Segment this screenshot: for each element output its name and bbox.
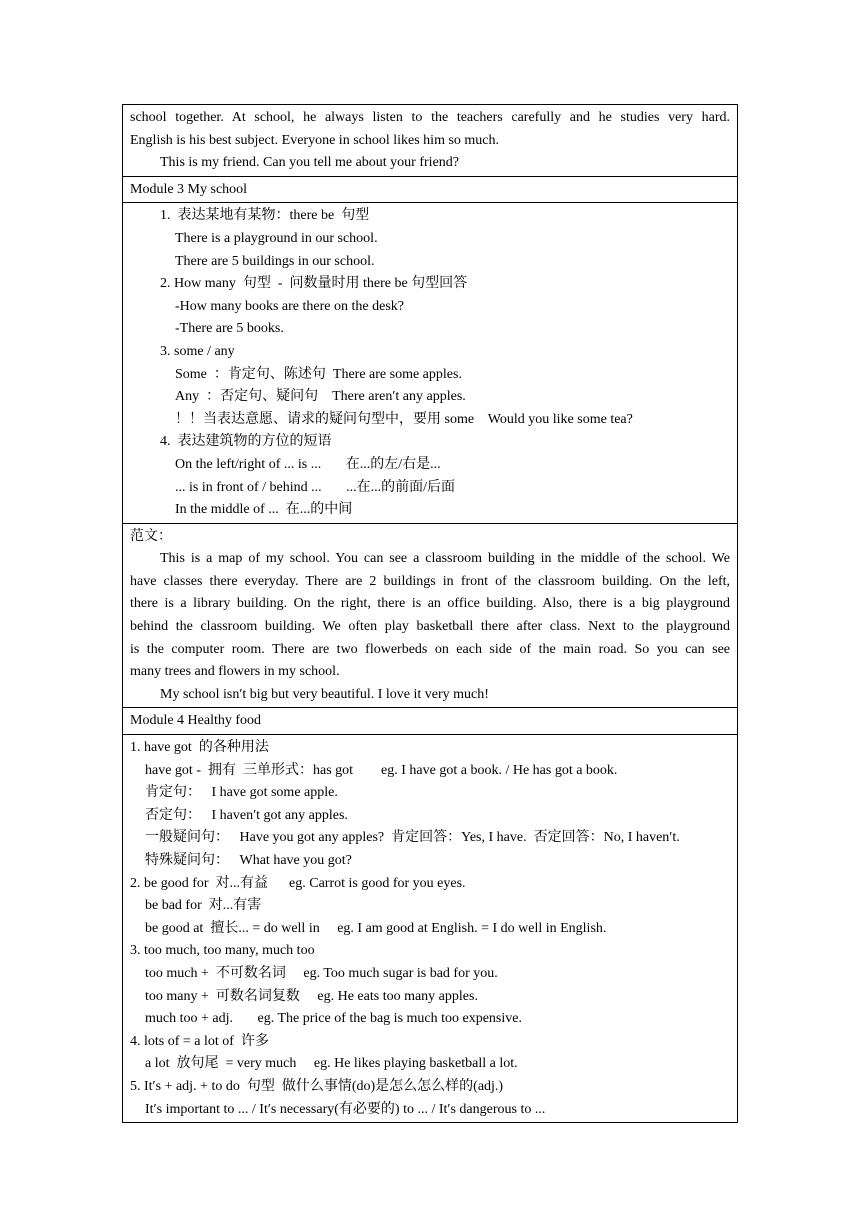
text-line: have classes there everyday. There are 2 buildings in front of the classroom building. On the left,	[130, 573, 730, 589]
text-line: 3. too much, too many, much too	[130, 943, 315, 959]
text-line: English is his best subject. Everyone in school likes him so much.	[130, 132, 500, 148]
text-line: In the middle of ... 在...的中间	[175, 502, 353, 518]
text-line: be bad for 对...有害	[145, 898, 262, 914]
module-heading-cell	[123, 708, 738, 735]
content-row	[123, 203, 738, 523]
module-heading-row	[123, 176, 738, 203]
text-line: ！！当表达意愿、请求的疑问句型中，要用 some Would you like some tea?	[175, 411, 633, 427]
text-line: There is a playground in our school.	[175, 230, 378, 246]
text-line: 特殊疑问句： What have you got?	[145, 853, 352, 868]
text-line: too much + 不可数名词 eg. Too much sugar is bad for you.	[145, 965, 498, 981]
text-line: 4. 表达建筑物的方位的短语	[160, 434, 332, 450]
text-line: many trees and flowers in my school.	[130, 664, 340, 680]
text-line: 1. have got 的各种用法	[130, 740, 269, 756]
text-line: is the computer room. There are two flowerbeds on each side of the main road. So you can see	[130, 641, 730, 657]
module-heading-cell	[123, 176, 738, 203]
text-line: -There are 5 books.	[175, 321, 284, 337]
text-line: school together. At school, he always listen to the teachers carefully and he studies very hard.	[130, 110, 730, 125]
text-line: 一般疑问句： Have you got any apples? 肯定回答：Yes, I have. 否定回答：No, I haven′t.	[145, 830, 680, 846]
text-line: Any ：否定句、疑问句 There aren′t any apples.	[175, 389, 466, 405]
text-line: 1. 表达某地有某物：there be 句型	[160, 208, 370, 224]
text-line: My school isn′t big but very beautiful. I love it very much!	[160, 686, 489, 702]
text-line: 5. It′s + adj. + to do 句型 做什么事情(do)是怎么怎么样的(adj.)	[130, 1078, 504, 1094]
text-line: 2. be good for 对...有益 eg. Carrot is good for you eyes.	[130, 875, 466, 891]
text-line: Some ：肯定句、陈述句 There are some apples.	[175, 366, 462, 382]
module-heading-row	[123, 708, 738, 735]
text-line: there is a library building. On the right, there is an office building. Also, there is a big playground	[130, 596, 730, 612]
text-line: -How many books are there on the desk?	[175, 298, 404, 314]
content-row	[123, 105, 738, 177]
content-row	[123, 523, 738, 708]
content-cell	[123, 523, 738, 708]
text-line: 否定句： I haven′t got any apples.	[145, 807, 348, 823]
text-line: a lot 放句尾 = very much eg. He likes playing basketball a lot.	[145, 1056, 518, 1072]
text-line: much too + adj. eg. The price of the bag is much too expensive.	[145, 1011, 522, 1027]
text-line: 肯定句： I have got some apple.	[145, 785, 338, 801]
text-line: 范文：	[130, 528, 172, 544]
module-title: Module 4 Healthy food	[130, 713, 262, 729]
content-cell	[123, 203, 738, 523]
text-line: On the left/right of ... is ... 在...的左/右是...	[175, 456, 441, 472]
text-line: ... is in front of / behind ... ...在...的前面/后面	[175, 479, 455, 495]
content-cell	[123, 735, 738, 1123]
text-line: 3. some / any	[160, 343, 235, 359]
text-line: There are 5 buildings in our school.	[175, 253, 375, 269]
module-title: Module 3 My school	[130, 181, 248, 197]
text-line: be good at 擅长... = do well in eg. I am good at English. = I do well in English.	[145, 920, 607, 936]
notes-table	[122, 104, 738, 1123]
text-line: This is my friend. Can you tell me about your friend?	[160, 155, 459, 171]
text-line: too many + 可数名词复数 eg. He eats too many apples.	[145, 988, 478, 1004]
text-line: behind the classroom building. We often play basketball there after class. Next to the playground	[130, 619, 730, 635]
text-line: This is a map of my school. You can see a classroom building in the middle of the school. We	[160, 551, 730, 567]
text-line: It′s important to ... / It′s necessary(有必要的) to ... / It′s dangerous to ...	[145, 1101, 546, 1117]
text-line: 4. lots of = a lot of 许多	[130, 1033, 269, 1049]
document-page	[122, 104, 738, 1123]
content-row	[123, 735, 738, 1123]
text-line: have got - 拥有 三单形式：has got eg. I have got a book. / He has got a book.	[145, 762, 618, 778]
content-cell	[123, 105, 738, 177]
text-line: 2. How many 句型 - 问数量时用 there be 句型回答	[160, 276, 468, 292]
